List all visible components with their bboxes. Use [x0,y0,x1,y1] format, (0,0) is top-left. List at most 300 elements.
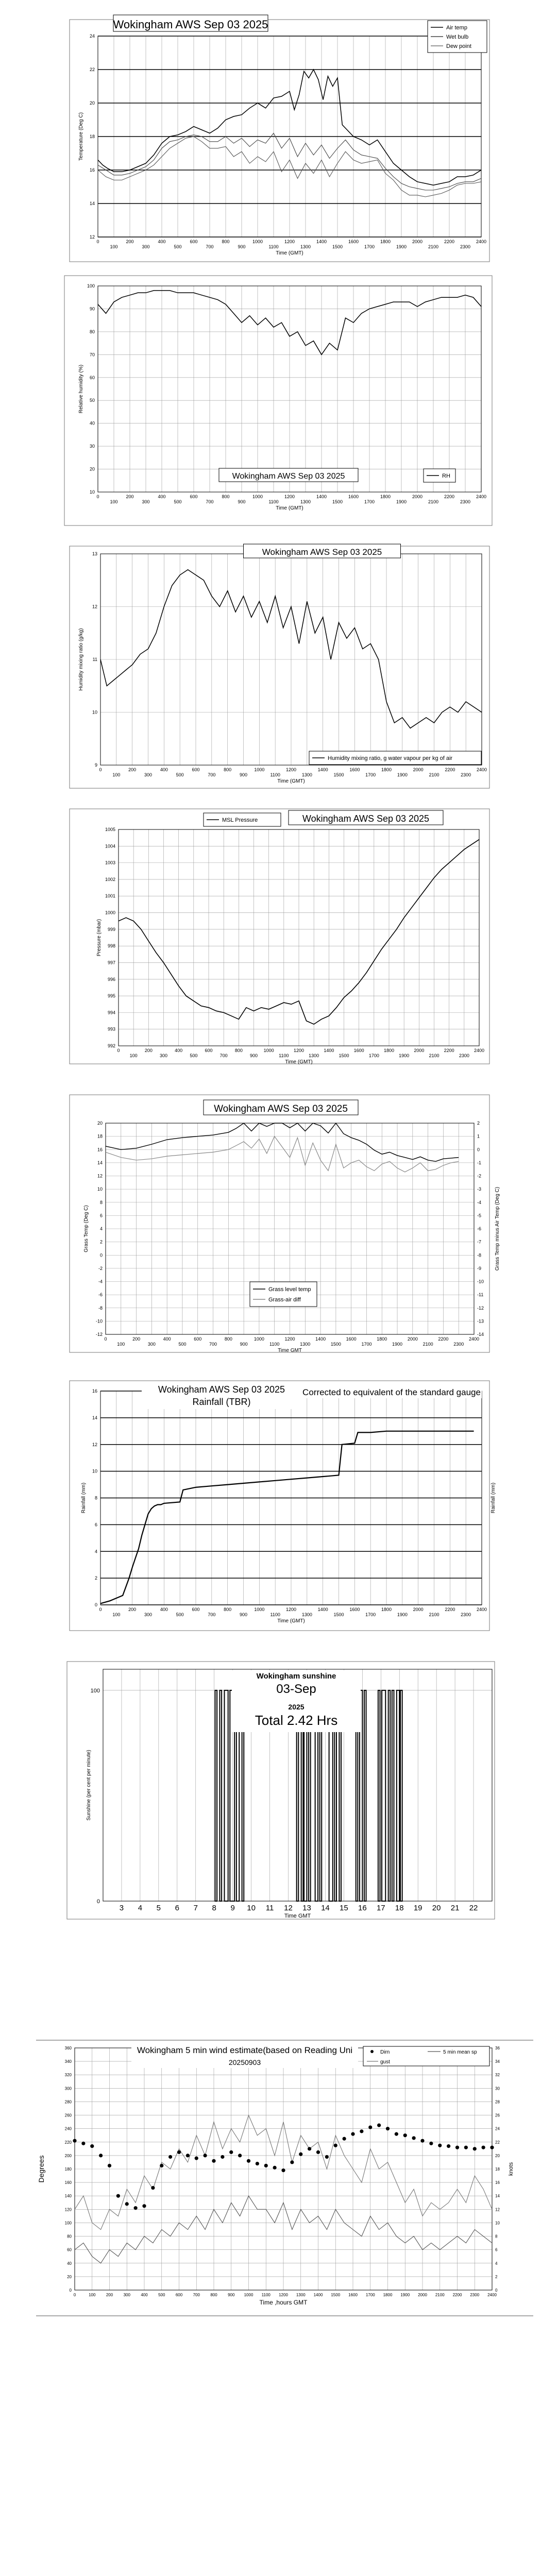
y-tick-label: 1005 [105,827,115,832]
x-tick-label: 2300 [461,1612,471,1617]
x-tick-label: 1500 [333,1612,344,1617]
y-axis-label: Sunshine (per cent per minute) [86,1750,92,1821]
legend-entry: RH [442,473,450,479]
y-tick-label: 994 [107,1010,115,1015]
x-tick-label: 1100 [268,499,279,504]
x-tick-label: 600 [192,1607,200,1612]
y-tick-label: -2 [98,1265,103,1271]
chart-frame [70,1381,489,1631]
x-tick-label: 2000 [414,1048,425,1053]
y-tick-label: 16 [89,167,95,173]
legend-entry: gust [380,2059,390,2065]
x-tick-label: 200 [126,494,134,499]
x-tick-label: 2400 [474,1048,485,1053]
y-tick-label: 13 [92,551,97,556]
x-tick-label: 1200 [285,767,297,772]
chart-frame [70,809,489,1064]
direction-point [412,2136,416,2140]
direction-point [360,2129,363,2133]
direction-point [151,2186,155,2190]
x-tick-label: 1400 [317,767,328,772]
x-tick-label: 21 [450,1904,460,1912]
x-tick-label: 1500 [332,244,343,249]
x-tick-label: 600 [190,494,198,499]
x-tick-label: 500 [176,1612,184,1617]
x-tick-label: 1600 [353,1048,364,1053]
x-tick-label: 300 [147,1342,156,1347]
x-tick-label: 1200 [293,1048,305,1053]
x-tick-label: 800 [224,1607,232,1612]
chart-subtitle: Rainfall (TBR) [192,1397,251,1407]
y-tick-label: -8 [477,1252,482,1258]
x-tick-label: 1700 [364,499,375,504]
x-tick-label: 14 [321,1904,330,1912]
x-tick-label: 2100 [429,1612,439,1617]
y-tick-label: 16 [97,1147,103,1153]
direction-point [325,2155,329,2159]
y-tick-label: 120 [64,2207,72,2212]
x-tick-label: 700 [206,244,214,249]
x-tick-label: 400 [141,2293,148,2297]
y-tick-label: 10 [89,489,95,495]
x-tick-label: 400 [160,767,168,772]
x-tick-label: 600 [192,767,200,772]
x-tick-label: 22 [469,1904,478,1912]
direction-point [238,2154,242,2157]
direction-point [334,2144,337,2147]
y-tick-label: 9 [94,762,97,768]
y-tick-label: 340 [64,2059,72,2064]
x-tick-label: 1000 [252,239,263,244]
y-axis-label: Pressure (mbar) [96,919,102,957]
x-tick-label: 900 [228,2293,235,2297]
x-tick-label: 20 [432,1904,441,1912]
y-tick-label: 20 [97,1121,103,1126]
x-tick-label: 2300 [459,1053,469,1058]
x-tick-label: 2000 [418,2293,427,2297]
x-tick-label: 1500 [330,1342,341,1347]
legend-entry: 5 min mean sp [443,2049,477,2055]
x-tick-label: 600 [175,2293,183,2297]
y-tick-label: 0 [96,1899,100,1905]
y-tick-label: 60 [67,2247,72,2252]
x-tick-label: 1200 [284,239,295,244]
x-tick-label: 900 [240,1342,248,1347]
y-tick-label: -8 [98,1305,103,1311]
x-tick-label: 700 [193,2293,200,2297]
y-tick-label: 20 [495,2153,500,2158]
y-tick-label: 4 [94,1549,97,1554]
legend-entry: Air temp [446,25,467,31]
x-tick-label: 2400 [476,1607,487,1612]
x-tick-label: 400 [175,1048,183,1053]
y-axis-label-right: knots [508,2162,514,2176]
y-tick-label: 8 [99,1199,103,1205]
y-tick-label: -7 [477,1239,482,1245]
direction-point [264,2164,268,2167]
y-tick-label: 10 [92,709,97,715]
x-tick-label: 1300 [300,244,311,249]
y-tick-label: 90 [89,306,95,312]
direction-point [273,2166,277,2170]
y-tick-label: 10 [495,2221,500,2226]
y-tick-label: 18 [97,1133,103,1139]
x-tick-label: 19 [413,1904,422,1912]
y-tick-label: -3 [477,1187,482,1192]
x-tick-label: 800 [224,767,232,772]
x-tick-label: 6 [175,1904,179,1912]
direction-point [482,2146,485,2149]
y-tick-label: -2 [477,1173,482,1179]
y-tick-label: 36 [495,2046,500,2050]
x-tick-label: 2400 [468,1336,480,1342]
x-tick-label: 700 [208,772,216,777]
y-tick-label: 26 [495,2113,500,2118]
x-tick-label: 2200 [444,239,455,244]
x-tick-label: 0 [99,1607,102,1612]
x-tick-label: 500 [190,1053,198,1058]
x-tick-label: 2200 [438,1336,449,1342]
y-tick-label: 300 [64,2086,72,2091]
y-tick-label: -14 [477,1332,484,1337]
y-tick-label: 22 [89,67,95,72]
y-tick-label: 30 [89,444,95,449]
x-tick-label: 1400 [316,494,327,499]
y-tick-label: 993 [107,1026,115,1032]
x-tick-label: 4 [138,1904,143,1912]
direction-point [195,2157,198,2160]
y-tick-label: -11 [477,1292,484,1298]
direction-point [116,2194,120,2198]
y-tick-label: 0 [94,1602,97,1607]
x-axis-label: Time (GMT) [276,250,303,256]
x-tick-label: 600 [190,239,198,244]
x-tick-label: 800 [234,1048,243,1053]
x-tick-label: 1000 [263,1048,274,1053]
x-tick-label: 2200 [444,494,455,499]
x-tick-label: 2300 [453,1342,464,1347]
x-tick-label: 1300 [301,1612,312,1617]
y-tick-label: 995 [107,993,115,999]
x-tick-label: 1100 [261,2293,270,2297]
x-tick-label: 500 [174,499,182,504]
chart-wind [36,2040,533,2316]
y-tick-label: 28 [495,2099,500,2105]
direction-point [125,2202,129,2206]
direction-point [134,2206,138,2210]
y-tick-label: 8 [495,2234,498,2239]
x-tick-label: 2400 [476,239,487,244]
direction-point [403,2133,407,2137]
y-tick-label: -6 [98,1292,103,1298]
x-tick-label: 1800 [381,767,392,772]
x-tick-label: 1600 [349,767,360,772]
x-tick-label: 700 [219,1053,228,1058]
x-axis-label: Time (GMT) [277,1618,305,1624]
direction-point [490,2146,494,2149]
x-tick-label: 1400 [324,1048,334,1053]
direction-point [99,2154,103,2157]
x-tick-label: 200 [106,2293,113,2297]
x-tick-label: 1000 [253,1336,264,1342]
x-tick-label: 1500 [333,772,344,777]
direction-point [447,2144,450,2148]
x-tick-label: 2300 [460,499,471,504]
x-tick-label: 1800 [380,494,391,499]
x-tick-label: 2300 [460,244,471,249]
x-tick-label: 900 [238,499,246,504]
x-tick-label: 600 [194,1336,202,1342]
x-tick-label: 2000 [412,239,423,244]
y-tick-label: -4 [477,1199,482,1205]
y-tick-label: 1001 [105,893,115,899]
x-tick-label: 1000 [254,767,265,772]
legend-entry: Grass-air diff [268,1297,301,1303]
chart-sunshine [67,1662,495,1919]
x-tick-label: 100 [89,2293,96,2297]
chart-frame [70,20,489,262]
y-axis-label: Degrees [37,2155,45,2183]
y-tick-label: 220 [64,2140,72,2145]
legend-entry: Wet bulb [446,34,469,40]
legend-swatch [370,2050,374,2053]
direction-point [168,2155,172,2159]
x-tick-label: 11 [265,1904,274,1912]
x-axis-label: Time (GMT) [277,778,305,784]
x-tick-label: 1300 [296,2293,306,2297]
direction-point [316,2150,320,2154]
direction-point [108,2164,111,2167]
x-tick-label: 900 [249,1053,258,1058]
x-tick-label: 1600 [346,1336,357,1342]
x-tick-label: 1100 [279,1053,289,1058]
y-tick-label: -10 [95,1318,103,1324]
x-tick-label: 1600 [348,494,359,499]
chart-title: Wokingham AWS Sep 03 2025 [302,814,430,824]
x-tick-label: 2200 [452,2293,462,2297]
x-tick-label: 400 [163,1336,171,1342]
y-axis-label: Rainfall (mm) [81,1482,87,1514]
x-tick-label: 2200 [444,1048,454,1053]
chart-temperature [70,15,489,262]
chart-rainfall [70,1381,496,1631]
x-axis-label: Time (GMT) [276,505,303,511]
x-tick-label: 2300 [470,2293,480,2297]
x-tick-label: 700 [208,1612,216,1617]
direction-point [290,2160,294,2164]
chart-title: Wokingham AWS Sep 03 2025 [262,547,382,557]
y-tick-label: 4 [99,1226,103,1231]
x-tick-label: 400 [160,1607,168,1612]
y-tick-label: 1002 [105,876,115,882]
y-tick-label: 18 [89,134,95,139]
x-tick-label: 1100 [270,772,280,777]
direction-point [212,2159,215,2163]
y-tick-label: 80 [89,329,95,334]
direction-point [256,2162,259,2165]
x-tick-label: 700 [206,499,214,504]
x-tick-label: 2000 [413,767,424,772]
y-tick-label: 80 [67,2234,72,2239]
x-tick-label: 200 [144,1048,153,1053]
y-tick-label: 2 [477,1121,480,1126]
direction-point [229,2150,233,2154]
direction-point [142,2204,146,2208]
x-axis-label: Time GMT [278,1348,302,1353]
y-tick-label: 998 [107,943,115,949]
x-tick-label: 1800 [377,1336,387,1342]
direction-point [429,2142,433,2145]
x-tick-label: 1800 [383,1048,395,1053]
x-tick-label: 2000 [407,1336,418,1342]
x-tick-label: 2100 [429,1053,439,1058]
y-tick-label: 6 [99,1213,103,1218]
x-tick-label: 1500 [331,2293,341,2297]
x-tick-label: 2200 [445,1607,455,1612]
x-tick-label: 800 [210,2293,217,2297]
y-tick-label: 100 [64,2221,72,2226]
y-tick-label: 6 [94,1522,97,1528]
chart-subtitle: 20250903 [228,2058,261,2066]
x-tick-label: 9 [230,1904,235,1912]
y-tick-label: -10 [477,1279,484,1284]
y-tick-label: 6 [495,2247,498,2252]
y-tick-label: 100 [90,1687,100,1694]
chart-pressure [70,809,489,1065]
x-tick-label: 1300 [301,772,312,777]
direction-point [299,2153,302,2156]
x-tick-label: 300 [159,1053,168,1058]
chart-title: Wokingham AWS Sep 03 2025 [214,1104,348,1114]
x-tick-label: 1200 [285,1607,297,1612]
y-tick-label: 1003 [105,860,115,866]
direction-point [177,2150,181,2154]
x-tick-label: 1900 [396,244,407,249]
y-tick-label: 999 [107,926,115,932]
x-tick-label: 0 [104,1336,107,1342]
y-tick-label: 14 [92,1415,97,1420]
y-tick-label: 14 [97,1160,103,1165]
x-tick-label: 300 [142,244,150,249]
y-tick-label: 12 [495,2207,500,2212]
x-tick-label: 800 [222,494,230,499]
x-tick-label: 2100 [435,2293,445,2297]
y-tick-label: 4 [495,2261,498,2266]
x-tick-label: 1100 [269,1342,280,1347]
direction-point [464,2146,468,2149]
direction-point [455,2146,459,2149]
x-axis-label: Time GMT [284,1913,311,1919]
x-tick-label: 8 [212,1904,216,1912]
x-tick-label: 7 [193,1904,198,1912]
y-tick-label: 14 [495,2194,500,2199]
y-tick-label: 0 [477,1147,480,1153]
x-tick-label: 2400 [476,494,487,499]
y-tick-label: 200 [64,2153,72,2158]
x-tick-label: 0 [99,767,102,772]
chart-total: Total 2.42 Hrs [255,1713,338,1728]
y-axis-label: Rainfall (mm) [491,1482,496,1514]
x-tick-label: 300 [123,2293,130,2297]
x-tick-label: 1600 [349,1607,360,1612]
x-tick-label: 200 [128,767,137,772]
chart-humidity [64,276,492,526]
x-tick-label: 2100 [422,1342,433,1347]
y-tick-label: 360 [64,2046,72,2050]
x-tick-label: 100 [129,1053,138,1058]
x-tick-label: 2300 [461,772,471,777]
y-tick-label: 30 [495,2086,500,2091]
y-tick-label: 2 [99,1239,103,1245]
x-tick-label: 300 [142,499,150,504]
x-tick-label: 500 [178,1342,187,1347]
y-tick-label: 20 [89,100,95,106]
chart-title: Wokingham AWS Sep 03 2025 [113,18,268,31]
y-tick-label: -4 [98,1279,103,1284]
y-tick-label: 320 [64,2073,72,2078]
x-tick-label: 2100 [429,772,439,777]
x-tick-label: 1900 [397,1612,408,1617]
y-tick-label: 992 [107,1043,115,1048]
x-tick-label: 5 [156,1904,161,1912]
chart-year: 2025 [288,1703,305,1711]
x-tick-label: 200 [126,239,134,244]
direction-point [160,2164,163,2167]
x-tick-label: 13 [302,1904,311,1912]
x-tick-label: 0 [73,2293,76,2297]
x-tick-label: 300 [144,772,153,777]
x-tick-label: 700 [209,1342,217,1347]
y-tick-label: 0 [495,2288,498,2293]
x-tick-label: 100 [110,499,118,504]
y-tick-label: 8 [94,1495,97,1501]
x-tick-label: 1700 [365,1612,376,1617]
chart-note: Corrected to equivalent of the standard gauge [302,1387,481,1397]
x-tick-label: 2000 [412,494,423,499]
chart-mixing-ratio [70,544,489,788]
direction-point [351,2132,354,2136]
x-tick-label: 0 [117,1048,120,1053]
y-tick-label: 24 [495,2126,500,2131]
direction-point [247,2159,250,2163]
x-tick-label: 1700 [364,244,375,249]
y-tick-label: 1000 [105,910,115,916]
x-tick-label: 1400 [316,239,327,244]
direction-point [73,2139,76,2143]
x-tick-label: 400 [158,239,166,244]
y-tick-label: 16 [92,1388,97,1394]
x-tick-label: 2400 [476,767,487,772]
y-tick-label: 18 [495,2167,500,2172]
x-tick-label: 1200 [284,1336,295,1342]
x-axis-label: Time ,hours GMT [259,2299,308,2306]
chart-grass [70,1095,500,1353]
y-tick-label: 20 [89,466,95,472]
y-tick-label: 10 [97,1187,103,1192]
x-tick-label: 1800 [381,1607,392,1612]
legend-entry: Humidity mixing ratio, g water vapour per kg of air [328,755,453,761]
x-tick-label: 200 [132,1336,141,1342]
direction-point [395,2132,398,2136]
legend-entry: Grass level temp [268,1286,311,1293]
chart-title: Wokingham 5 min wind estimate(based on Reading Uni [137,2045,353,2055]
x-tick-label: 3 [119,1904,124,1912]
y-tick-label: 24 [89,33,95,39]
x-tick-label: 18 [395,1904,404,1912]
y-axis-label: Grass Temp (Deg C) [83,1205,89,1252]
x-tick-label: 1200 [279,2293,288,2297]
x-tick-label: 2100 [428,244,439,249]
